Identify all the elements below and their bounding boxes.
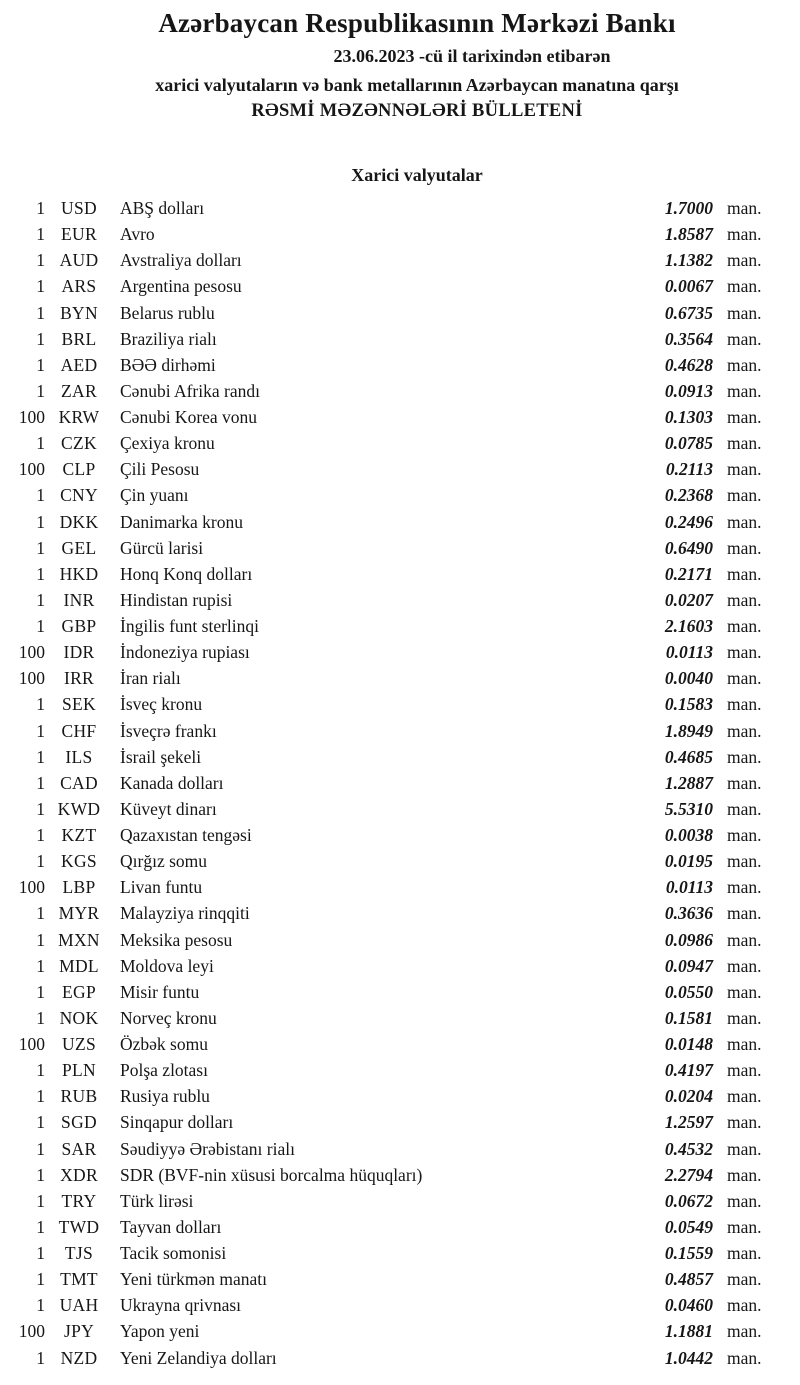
currency-quantity: 1: [36, 1164, 45, 1185]
rate-row: [0, 1109, 800, 1135]
currency-quantity: 1: [36, 276, 45, 297]
currency-name: Livan funtu: [120, 877, 203, 898]
rate-row: [0, 1266, 800, 1292]
currency-quantity: 100: [18, 1321, 45, 1342]
currency-quantity: 1: [36, 694, 45, 715]
currency-quantity: 1: [36, 1112, 45, 1133]
unit-label: man.: [727, 877, 762, 898]
currency-name: Sinqapur dolları: [120, 1112, 234, 1133]
unit-label: man.: [727, 563, 762, 584]
rate-row: [0, 587, 800, 613]
currency-quantity: 1: [36, 1216, 45, 1237]
rate-row: [0, 744, 800, 770]
currency-name: Tacik somonisi: [120, 1243, 227, 1263]
currency-quantity: 1: [36, 1007, 45, 1028]
unit-label: man.: [727, 1164, 762, 1185]
rate-value: 0.1583: [664, 694, 713, 715]
currency-name: İsveçrə frankı: [120, 720, 217, 741]
unit-label: man.: [727, 720, 762, 741]
rate-value: 1.2597: [664, 1112, 713, 1133]
currency-quantity: 1: [36, 981, 45, 1002]
currency-quantity: 100: [18, 642, 45, 663]
unit-label: man.: [727, 1190, 762, 1211]
currency-code: TJS: [64, 1243, 94, 1263]
rate-row: [0, 665, 800, 691]
currency-quantity: 1: [36, 929, 45, 950]
rate-row: [0, 1188, 800, 1214]
rate-value: 0.2368: [664, 485, 713, 506]
currency-code: CZK: [61, 433, 97, 454]
unit-label: man.: [727, 825, 762, 845]
rate-row: [0, 1136, 800, 1162]
unit-label: man.: [727, 772, 762, 793]
rate-row: [0, 247, 800, 273]
currency-name: Kanada dolları: [120, 772, 224, 793]
currency-code: KZT: [61, 825, 97, 845]
currency-name: İsrail şekeli: [120, 746, 202, 767]
currency-code: DKK: [59, 511, 99, 532]
currency-code: JPY: [63, 1321, 95, 1342]
currency-quantity: 1: [36, 1243, 45, 1263]
rate-row: [0, 1162, 800, 1188]
rate-value: 1.2887: [664, 772, 713, 793]
unit-label: man.: [727, 276, 762, 297]
rate-row: [0, 430, 800, 456]
currency-quantity: 1: [36, 1086, 45, 1107]
rate-value: 0.0195: [664, 851, 713, 872]
rate-value: 0.1581: [664, 1007, 713, 1028]
rate-value: 1.1881: [664, 1321, 713, 1342]
rate-value: 0.0947: [664, 955, 713, 976]
unit-label: man.: [727, 224, 762, 245]
currency-name: Tayvan dolları: [120, 1216, 222, 1237]
currency-name: Türk lirəsi: [120, 1190, 194, 1211]
rate-value: 0.0148: [664, 1034, 713, 1054]
unit-label: man.: [727, 642, 762, 663]
rate-value: 0.3636: [664, 903, 713, 924]
currency-quantity: 100: [18, 668, 45, 689]
rate-value: 0.0986: [664, 929, 713, 950]
currency-code: RUB: [60, 1086, 98, 1107]
unit-label: man.: [727, 955, 762, 976]
currency-quantity: 1: [36, 1295, 45, 1316]
rate-value: 0.0113: [665, 877, 713, 898]
rate-row: [0, 1057, 800, 1083]
currency-name: Gürcü larisi: [120, 537, 204, 558]
unit-label: man.: [727, 746, 762, 767]
unit-label: man.: [727, 1007, 762, 1028]
rate-value: 1.1382: [664, 250, 713, 271]
rate-row: [0, 822, 800, 848]
currency-quantity: 1: [36, 772, 45, 793]
currency-name: Səudiyyə Ərəbistanı rialı: [120, 1138, 295, 1159]
currency-quantity: 1: [36, 616, 45, 636]
section-heading-foreign-currencies: Xarici valyutalar: [351, 165, 483, 185]
currency-code: SGD: [61, 1112, 97, 1133]
rate-row: [0, 1240, 800, 1266]
rate-row: [0, 1031, 800, 1057]
currency-code: BRL: [61, 328, 97, 349]
currency-code: USD: [61, 198, 97, 218]
rate-row: [0, 1083, 800, 1109]
rate-row: [0, 195, 800, 221]
currency-code: NZD: [60, 1347, 98, 1368]
currency-code: TMT: [60, 1269, 98, 1290]
currency-code: MDL: [59, 955, 99, 976]
currency-quantity: 100: [18, 459, 45, 480]
currency-name: Misir funtu: [120, 981, 200, 1002]
currency-code: GEL: [61, 537, 97, 558]
rate-value: 0.0549: [664, 1216, 713, 1237]
unit-label: man.: [727, 250, 762, 271]
rate-value: 0.4685: [664, 746, 713, 767]
currency-quantity: 1: [36, 380, 45, 401]
rate-value: 0.4532: [664, 1138, 713, 1159]
rate-value: 0.0040: [664, 668, 713, 689]
currency-name: Malayziya rinqqiti: [120, 903, 250, 924]
currency-name: Cənubi Afrika randı: [120, 380, 260, 401]
rate-row: [0, 456, 800, 482]
currency-name: Küveyt dinarı: [120, 798, 217, 819]
rate-value: 0.1559: [664, 1243, 713, 1263]
currency-quantity: 100: [18, 1034, 45, 1054]
currency-quantity: 1: [36, 1347, 45, 1368]
rate-row: [0, 221, 800, 247]
currency-code: EUR: [61, 224, 97, 245]
currency-code: GBP: [61, 616, 97, 636]
currency-quantity: 1: [36, 563, 45, 584]
rate-row: [0, 1214, 800, 1240]
rate-value: 0.0204: [664, 1086, 713, 1107]
currency-name: Meksika pesosu: [120, 929, 233, 950]
currency-code: MYR: [58, 903, 100, 924]
unit-label: man.: [727, 589, 762, 610]
currency-quantity: 1: [36, 250, 45, 271]
currency-code: UZS: [62, 1034, 96, 1054]
rate-value: 1.8949: [664, 720, 713, 741]
rate-value: 0.0672: [664, 1190, 713, 1211]
bulletin-page: [0, 8, 800, 1385]
unit-label: man.: [727, 1321, 762, 1342]
unit-label: man.: [727, 328, 762, 349]
rate-value: 0.0067: [664, 276, 713, 297]
currency-code: AED: [60, 354, 98, 375]
rate-value: 0.2496: [664, 511, 713, 532]
subtitle-line: xarici valyutaların və bank metallarının Azərbaycan manatına qarşı: [155, 75, 679, 95]
rate-row: [0, 1345, 800, 1371]
currency-code: KWD: [57, 798, 101, 819]
currency-code: KGS: [61, 851, 97, 872]
unit-label: man.: [727, 1295, 762, 1316]
currency-code: SEK: [62, 694, 96, 715]
rate-row: [0, 404, 800, 430]
rate-value: 1.8587: [664, 224, 713, 245]
currency-name: Danimarka kronu: [120, 511, 243, 532]
rate-value: 0.1303: [664, 407, 713, 427]
currency-quantity: 100: [18, 877, 45, 898]
currency-code: AUD: [59, 250, 99, 271]
rate-value: 0.4197: [664, 1060, 713, 1081]
currency-name: Honq Konq dolları: [120, 563, 253, 584]
currency-name: Yapon yeni: [120, 1321, 200, 1342]
rate-value: 5.5310: [664, 798, 713, 819]
rate-row: [0, 535, 800, 561]
rate-value: 0.6490: [664, 537, 713, 558]
currency-quantity: 1: [36, 955, 45, 976]
unit-label: man.: [727, 981, 762, 1002]
currency-name: İndoneziya rupiası: [120, 642, 250, 663]
unit-label: man.: [727, 851, 762, 872]
unit-label: man.: [727, 1060, 762, 1081]
unit-label: man.: [727, 1086, 762, 1107]
unit-label: man.: [727, 1112, 762, 1133]
unit-label: man.: [727, 433, 762, 454]
currency-code: CNY: [60, 485, 98, 506]
currency-quantity: 1: [36, 798, 45, 819]
unit-label: man.: [727, 1347, 762, 1368]
page-title: Azərbaycan Respublikasının Mərkəzi Bankı: [158, 8, 676, 38]
currency-name: Braziliya rialı: [120, 328, 217, 349]
unit-label: man.: [727, 668, 762, 689]
rate-row: [0, 770, 800, 796]
rate-row: [0, 1292, 800, 1318]
unit-label: man.: [727, 1034, 762, 1054]
currency-name: Rusiya rublu: [120, 1086, 210, 1107]
currency-code: IRR: [63, 668, 95, 689]
currency-name: Moldova leyi: [120, 955, 214, 976]
rate-value: 1.7000: [664, 198, 713, 218]
currency-name: Hindistan rupisi: [120, 589, 233, 610]
rate-row: [0, 1005, 800, 1031]
currency-code: HKD: [59, 563, 99, 584]
unit-label: man.: [727, 929, 762, 950]
currency-code: UAH: [59, 1295, 99, 1316]
rate-row: [0, 561, 800, 587]
currency-quantity: 1: [36, 746, 45, 767]
rate-row: [0, 613, 800, 639]
rate-value: 2.1603: [664, 616, 713, 636]
rate-row: [0, 482, 800, 508]
currency-code: SAR: [61, 1138, 97, 1159]
rate-value: 0.4857: [664, 1269, 713, 1290]
unit-label: man.: [727, 511, 762, 532]
currency-name: Belarus rublu: [120, 302, 215, 323]
unit-label: man.: [727, 1269, 762, 1290]
rate-row: [0, 326, 800, 352]
rate-value: 2.2794: [664, 1164, 713, 1185]
currency-code: INR: [63, 589, 95, 610]
currency-code: CAD: [60, 772, 98, 793]
currency-code: EGP: [62, 981, 96, 1002]
rate-value: 0.0550: [664, 981, 713, 1002]
currency-code: KRW: [58, 407, 100, 427]
currency-quantity: 1: [36, 537, 45, 558]
currency-code: XDR: [60, 1164, 98, 1185]
unit-label: man.: [727, 1138, 762, 1159]
rate-value: 0.0207: [664, 589, 713, 610]
rate-row: [0, 848, 800, 874]
rate-row: [0, 691, 800, 717]
currency-name: İran rialı: [120, 668, 181, 689]
currency-quantity: 1: [36, 198, 45, 218]
unit-label: man.: [727, 798, 762, 819]
currency-quantity: 1: [36, 328, 45, 349]
currency-name: Yeni türkmən manatı: [120, 1269, 267, 1290]
unit-label: man.: [727, 537, 762, 558]
currency-code: IDR: [63, 642, 95, 663]
unit-label: man.: [727, 485, 762, 506]
currency-name: Avro: [120, 224, 155, 245]
unit-label: man.: [727, 354, 762, 375]
rate-value: 0.0460: [664, 1295, 713, 1316]
unit-label: man.: [727, 694, 762, 715]
rate-row: [0, 979, 800, 1005]
currency-name: Polşa zlotası: [120, 1060, 208, 1081]
rate-value: 0.2113: [665, 459, 713, 480]
currency-quantity: 1: [36, 903, 45, 924]
currency-name: SDR (BVF-nin xüsusi borcalma hüquqları): [120, 1164, 423, 1185]
bulletin-title: RƏSMİ MƏZƏNNƏLƏRİ BÜLLETENİ: [251, 101, 583, 121]
currency-quantity: 1: [36, 1269, 45, 1290]
unit-label: man.: [727, 407, 762, 427]
rate-row: [0, 796, 800, 822]
currency-name: Çexiya kronu: [120, 433, 215, 454]
rate-value: 0.0913: [664, 380, 713, 401]
currency-name: Özbək somu: [120, 1034, 208, 1054]
rate-row: [0, 927, 800, 953]
currency-code: CHF: [61, 720, 97, 741]
rate-value: 0.0785: [664, 433, 713, 454]
currency-code: TRY: [61, 1190, 97, 1211]
rate-row: [0, 1318, 800, 1344]
currency-name: Qazaxıstan tengəsi: [120, 825, 252, 845]
currency-quantity: 1: [36, 1190, 45, 1211]
rate-row: [0, 900, 800, 926]
unit-label: man.: [727, 903, 762, 924]
currency-quantity: 1: [36, 511, 45, 532]
rate-value: 0.3564: [664, 328, 713, 349]
rate-row: [0, 639, 800, 665]
rate-value: 0.4628: [664, 354, 713, 375]
currency-name: Ukrayna qrivnası: [120, 1295, 242, 1316]
rate-row: [0, 378, 800, 404]
currency-quantity: 1: [36, 433, 45, 454]
currency-name: Yeni Zelandiya dolları: [120, 1347, 277, 1368]
unit-label: man.: [727, 1243, 762, 1263]
rate-row: [0, 874, 800, 900]
currency-name: BƏƏ dirhəmi: [120, 354, 216, 375]
currency-name: Qırğız somu: [120, 851, 208, 872]
currency-code: ARS: [61, 276, 97, 297]
currency-code: NOK: [59, 1007, 99, 1028]
currency-name: İsveç kronu: [120, 694, 203, 715]
currency-quantity: 1: [36, 302, 45, 323]
unit-label: man.: [727, 198, 762, 218]
currency-code: PLN: [62, 1060, 96, 1081]
rate-value: 0.6735: [664, 302, 713, 323]
currency-code: MXN: [58, 929, 100, 950]
currency-quantity: 1: [36, 720, 45, 741]
unit-label: man.: [727, 616, 762, 636]
currency-quantity: 1: [36, 825, 45, 845]
rate-row: [0, 718, 800, 744]
currency-code: ILS: [65, 746, 93, 767]
currency-quantity: 1: [36, 485, 45, 506]
currency-name: Norveç kronu: [120, 1007, 217, 1028]
rate-row: [0, 352, 800, 378]
currency-quantity: 1: [36, 1138, 45, 1159]
rate-row: [0, 273, 800, 299]
currency-quantity: 1: [36, 1060, 45, 1081]
rate-row: [0, 953, 800, 979]
unit-label: man.: [727, 459, 762, 480]
currency-name: Çili Pesosu: [120, 459, 200, 480]
currency-quantity: 1: [36, 589, 45, 610]
currency-name: İngilis funt sterlinqi: [120, 616, 260, 636]
rate-value: 0.0038: [664, 825, 713, 845]
rate-row: [0, 509, 800, 535]
currency-code: TWD: [58, 1216, 100, 1237]
unit-label: man.: [727, 380, 762, 401]
currency-name: Argentina pesosu: [120, 276, 242, 297]
currency-code: ZAR: [61, 380, 97, 401]
rate-value: 1.0442: [664, 1347, 713, 1368]
currency-quantity: 1: [36, 354, 45, 375]
currency-quantity: 100: [18, 407, 45, 427]
currency-name: Çin yuanı: [120, 485, 189, 506]
unit-label: man.: [727, 1216, 762, 1237]
exchange-rates-table: [0, 195, 800, 1371]
currency-quantity: 1: [36, 851, 45, 872]
currency-code: LBP: [62, 877, 96, 898]
currency-name: Avstraliya dolları: [120, 250, 242, 271]
rate-value: 0.0113: [665, 642, 713, 663]
unit-label: man.: [727, 302, 762, 323]
rate-value: 0.2171: [664, 563, 713, 584]
currency-name: Cənubi Korea vonu: [120, 407, 258, 427]
effective-date-line: 23.06.2023 -cü il tarixindən etibarən: [333, 46, 611, 66]
currency-code: CLP: [62, 459, 96, 480]
currency-quantity: 1: [36, 224, 45, 245]
currency-name: ABŞ dolları: [120, 198, 205, 218]
currency-code: BYN: [60, 302, 98, 323]
rate-row: [0, 300, 800, 326]
